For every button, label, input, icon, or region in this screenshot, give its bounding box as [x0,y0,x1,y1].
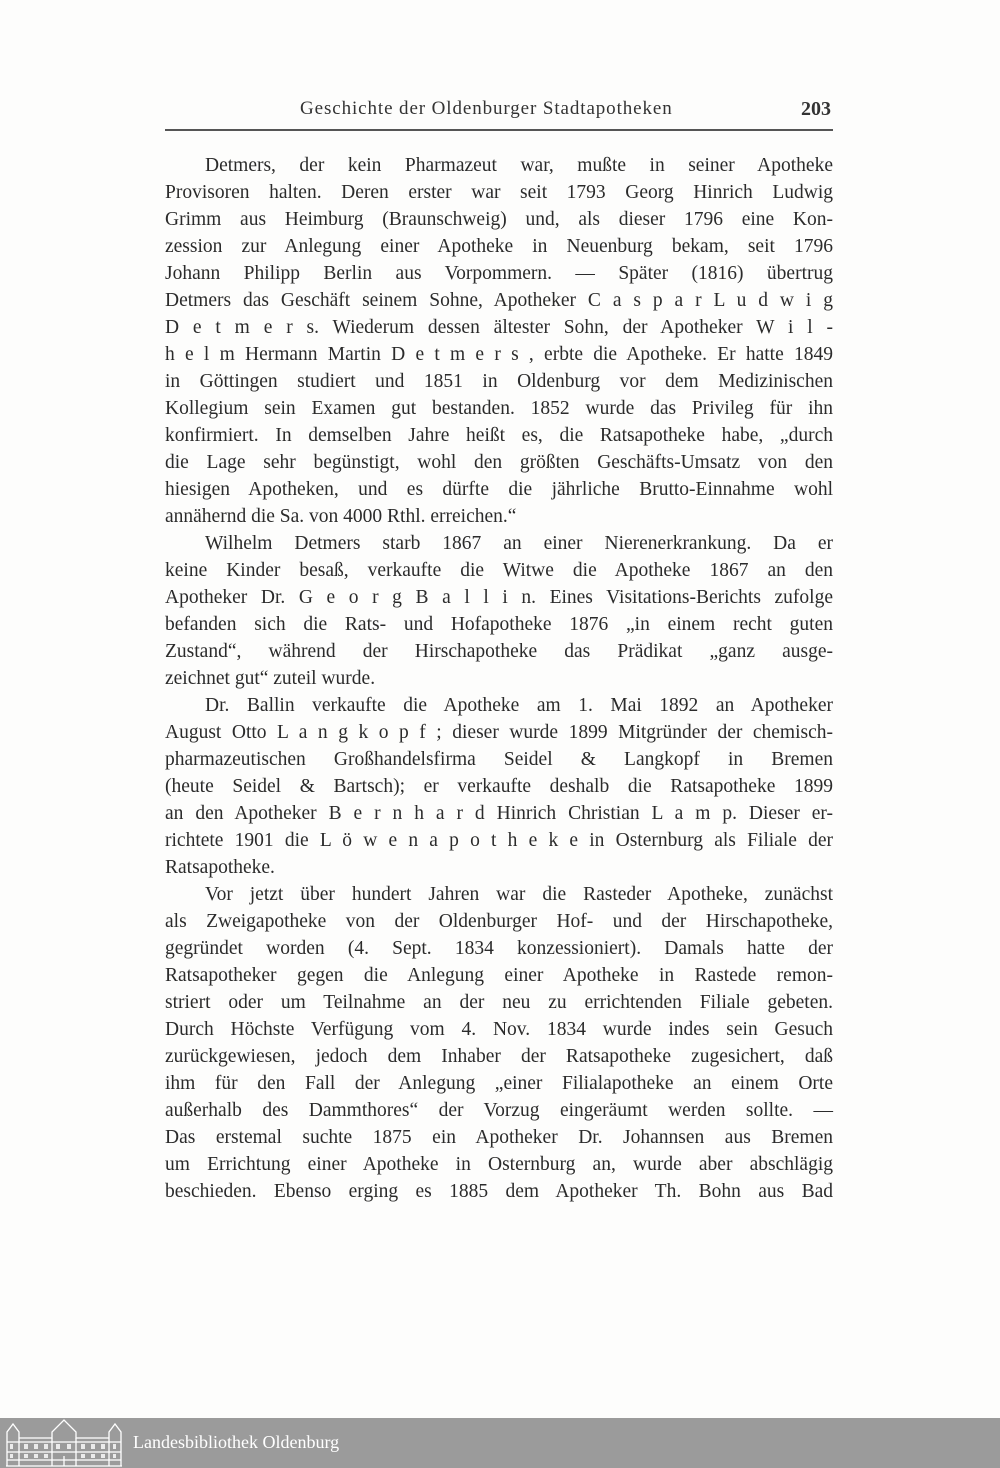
text-line: ihm für den Fall der Anlegung „einer Filialapotheke an einem Orte [165,1073,833,1094]
library-name: Landesbibliothek Oldenburg [133,1432,340,1452]
text-line: in Göttingen studiert und 1851 in Oldenburg vor dem Medizinischen [165,371,833,392]
text-line: h e l m Hermann Martin D e t m e r s , erbte die Apotheke. Er hatte 1849 [165,344,833,365]
text-line: Apotheker Dr. G e o r g B a l l i n. Eines Visitations-Berichts zufolge [165,587,833,608]
text-line: August Otto L a n g k o p f ; dieser wurde 1899 Mitgründer der chemisch- [165,722,833,743]
text-line: als Zweigapotheke von der Oldenburger Hof- und der Hirschapotheke, [165,911,833,932]
text-line: richtete 1901 die L ö w e n a p o t h e k e in Osternburg als Filiale der [165,830,833,851]
text-line: Grimm aus Heimburg (Braunschweig) und, als dieser 1796 eine Kon- [165,209,833,230]
text-line: gegründet worden (4. Sept. 1834 konzessioniert). Damals hatte der [165,938,833,959]
body-text [165,152,833,1205]
text-line: außerhalb des Dammthores“ der Vorzug eingeräumt werden sollte. — [165,1100,833,1121]
text-line: Wilhelm Detmers starb 1867 an einer Nierenerkrankung. Da er [205,533,833,554]
text-line: pharmazeutischen Großhandelsfirma Seidel & Langkopf in Bremen [165,749,833,770]
text-line: konfirmiert. In demselben Jahre heißt es, die Ratsapotheke habe, „durch [165,425,833,446]
text-line: beschieden. Ebenso erging es 1885 dem Apotheker Th. Bohn aus Bad [165,1181,833,1202]
text-line: keine Kinder besaß, verkaufte die Witwe die Apotheke 1867 an den [165,560,833,581]
text-line: an den Apotheker B e r n h a r d Hinrich Christian L a m p. Dieser er- [165,803,833,824]
text-line: hiesigen Apotheken, und es dürfte die jährliche Brutto-Einnahme wohl [165,479,833,500]
text-line: die Lage sehr begünstigt, wohl den größten Geschäfts-Umsatz von den [165,452,833,473]
running-header [165,98,833,128]
text-line: Das erstemal suchte 1875 ein Apotheker Dr. Johannsen aus Bremen [165,1127,833,1148]
page-number: 203 [801,98,831,120]
text-line: Zustand“, während der Hirschapotheke das Prädikat „ganz ausge- [165,641,833,662]
text-line: D e t m e r s. Wiederum dessen ältester Sohn, der Apotheker W i l - [165,317,833,338]
running-title: Geschichte der Oldenburger Stadtapotheken [300,98,673,119]
header-rule [165,129,833,131]
text-line: zession zur Anlegung einer Apotheke in Neuenburg bekam, seit 1796 [165,236,833,257]
text-line: Durch Höchste Verfügung vom 4. Nov. 1834 wurde indes sein Gesuch [165,1019,833,1040]
text-line: annähernd die Sa. von 4000 Rthl. erreichen.“ [165,506,517,527]
text-line: Ratsapotheke. [165,857,275,878]
text-line: zeichnet gut“ zuteil wurde. [165,668,376,689]
text-line: um Errichtung einer Apotheke in Osternburg an, wurde aber abschlägig [165,1154,833,1175]
text-line: Vor jetzt über hundert Jahren war die Rasteder Apotheke, zunächst [205,884,833,905]
text-line: striert oder um Teilnahme an der neu zu errichtenden Filiale gebeten. [165,992,833,1013]
text-line: zurückgewiesen, jedoch dem Inhaber der Ratsapotheke zugesichert, daß [165,1046,833,1067]
text-line: Detmers das Geschäft seinem Sohne, Apotheker C a s p a r L u d w i g [165,290,833,311]
footer-bar [0,1418,1000,1468]
text-line: Detmers, der kein Pharmazeut war, mußte in seiner Apotheke [205,155,833,176]
text-line: Johann Philipp Berlin aus Vorpommern. — Später (1816) übertrug [165,263,833,284]
text-line: Kollegium sein Examen gut bestanden. 1852 wurde das Privileg für ihn [165,398,833,419]
text-line: Dr. Ballin verkaufte die Apotheke am 1. Mai 1892 an Apotheker [205,695,833,716]
text-line: befanden sich die Rats- und Hofapotheke 1876 „in einem recht guten [165,614,833,635]
text-line: (heute Seidel & Bartsch); er verkaufte deshalb die Ratsapotheke 1899 [165,776,833,797]
library-building-icon [4,1418,124,1468]
text-line: Ratsapotheker gegen die Anlegung einer Apotheke in Rastede remon- [165,965,833,986]
text-line: Provisoren halten. Deren erster war seit 1793 Georg Hinrich Ludwig [165,182,833,203]
